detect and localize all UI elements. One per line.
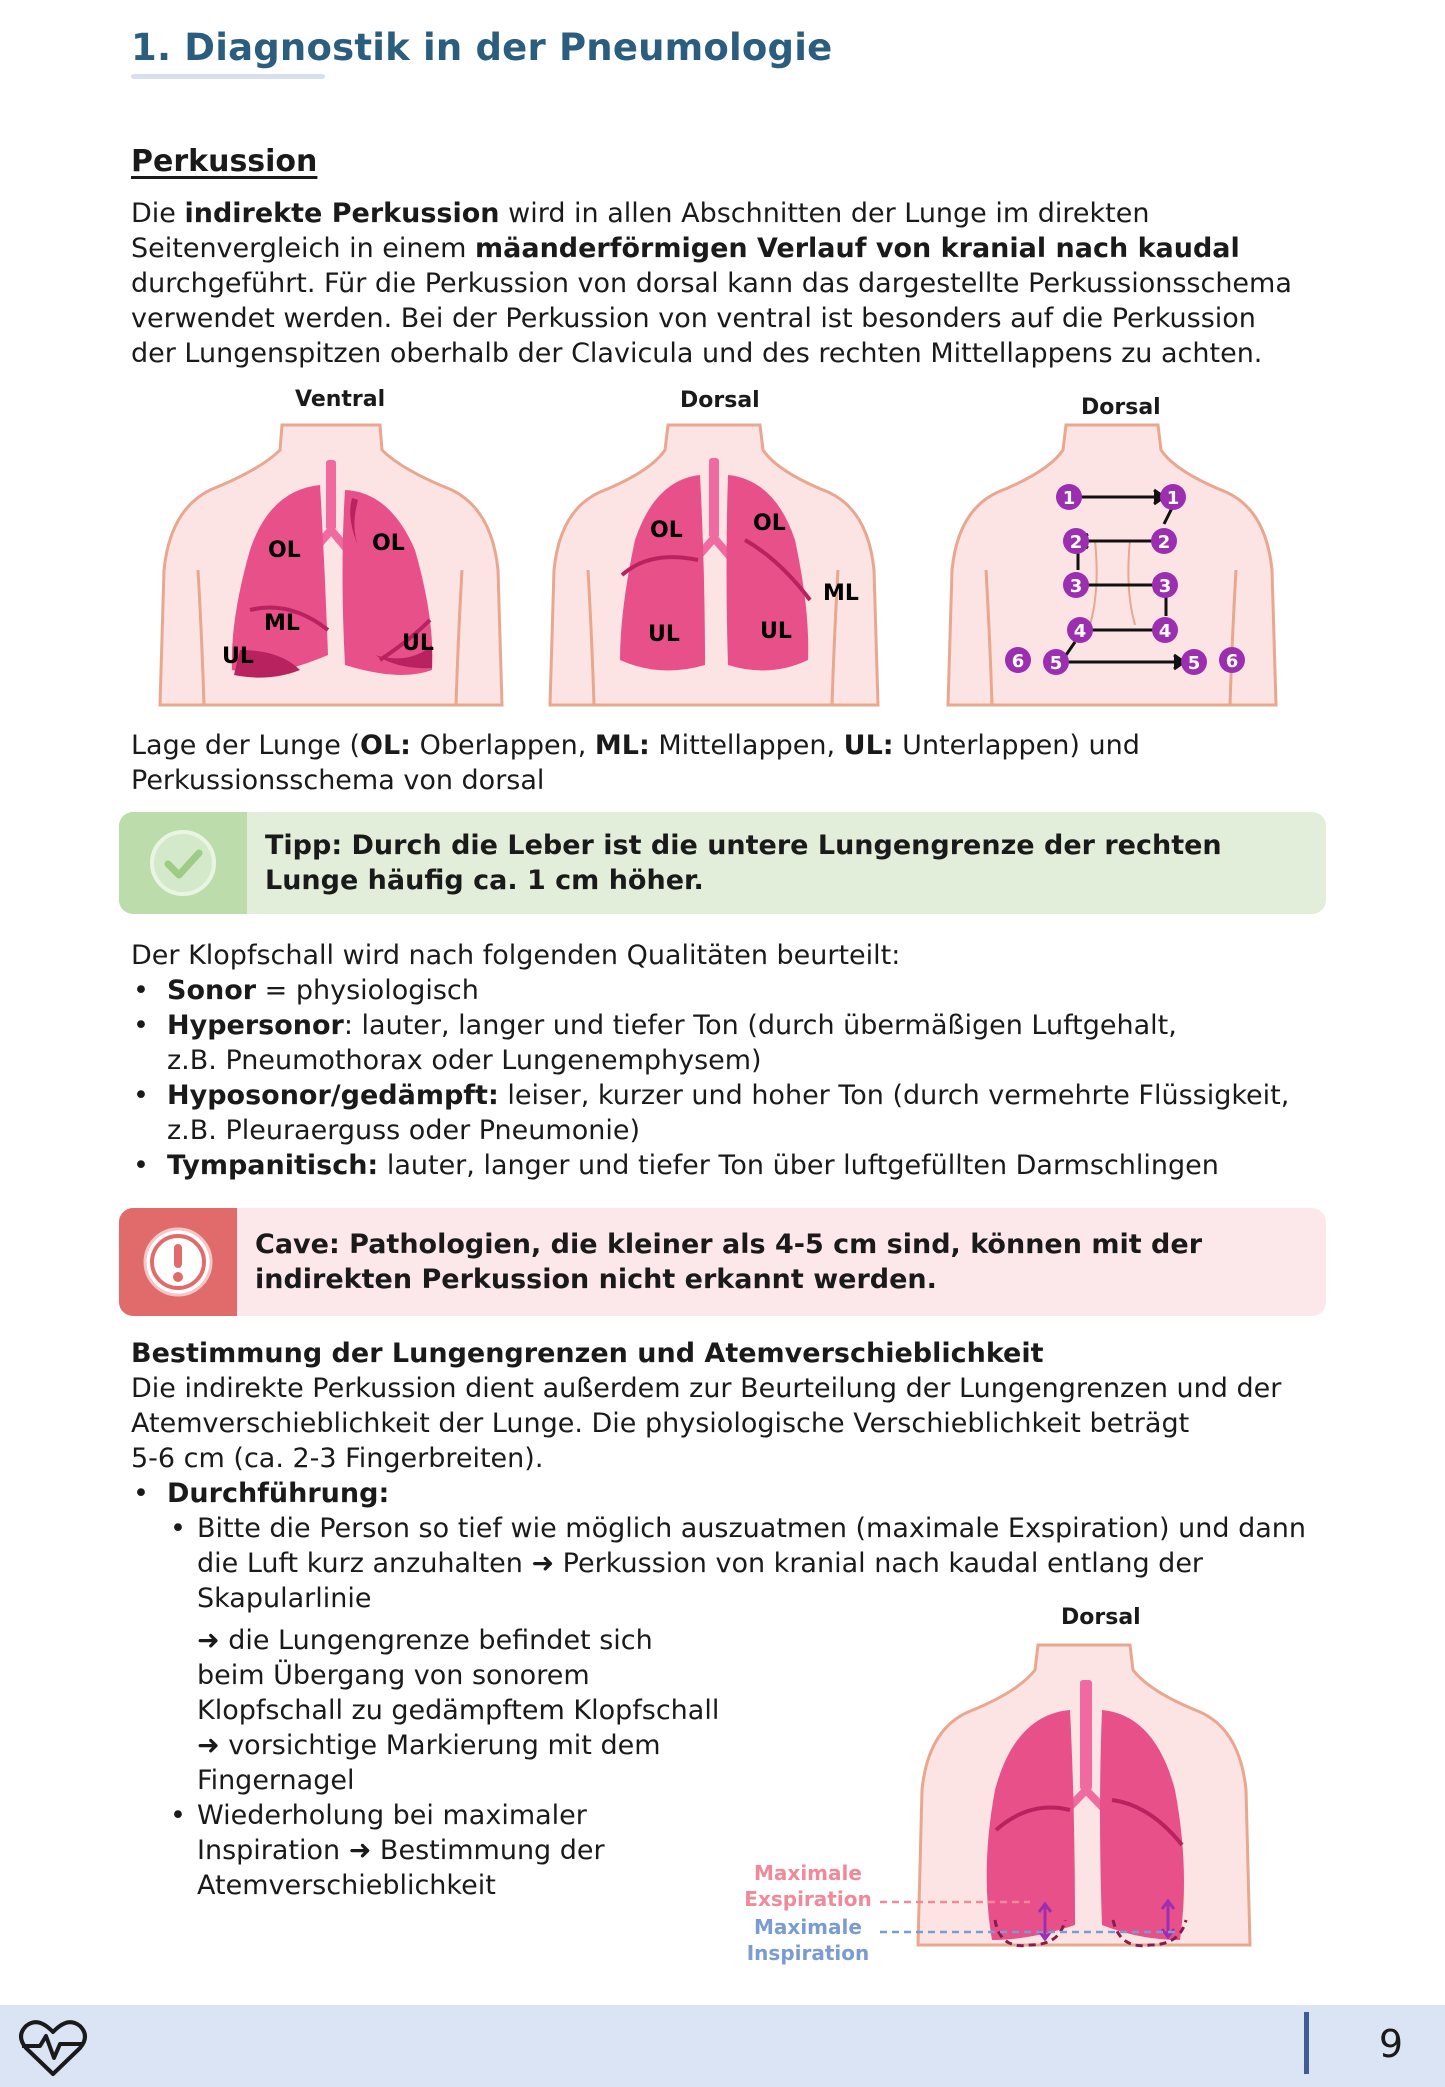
tip-text: Tipp: Durch die Leber ist die untere Lungengrenze der rechten Lunge häufig ca. 1 cm höher. — [265, 830, 1222, 896]
cave-text: Cave: Pathologien, die kleiner als 4-5 cm sind, können mit der indirekten Perkussion nicht erkannt werden. — [255, 1229, 1203, 1295]
procedure-step-2: • Wiederholung bei maximaler Inspiration ➜ Bestimmung der Atemverschieblichkeit — [167, 1798, 1331, 1903]
dorsal-torso — [550, 425, 878, 705]
list-item: • Sonor = physiologisch — [131, 973, 1331, 1008]
lung-diagram-figure — [150, 420, 1320, 710]
page-number-bar — [1304, 2012, 1309, 2074]
caption-line-1: Lage der Lunge (OL: Oberlappen, ML: Mittellappen, UL: Unterlappen) und — [131, 730, 1140, 761]
cave-icon-box — [119, 1208, 237, 1316]
step-5-right: 5 — [1187, 653, 1201, 674]
step-3-left: 3 — [1069, 576, 1083, 597]
heart-pulse-icon — [18, 2016, 88, 2078]
intro-line-1: Die indirekte Perkussion wird in allen Abschnitten der Lunge im direkten — [131, 198, 1150, 229]
procedure-label: Durchführung: — [167, 1478, 390, 1509]
title-underline — [131, 74, 325, 79]
procedure-step-1: • Bitte die Person so tief wie möglich auszuatmen (maximale Exspiration) und dann die Luft kurz anzuhalten ➜ Perkussion von kranial nach kaudal entlang der Skapularlinie ➜ die Lungengrenze befindet sich beim Übergang von sonorem Klopfschall zu gedämpftem Klopfschall ➜ vorsichtige Markierung mit dem Fingernagel — [167, 1511, 1331, 1798]
label-dorsal-scheme: Dorsal — [1081, 395, 1161, 420]
dorsal-ol-right: OL — [753, 511, 786, 536]
ventral-ul-right: UL — [402, 631, 434, 656]
dorsal-ul-right: UL — [760, 619, 792, 644]
intro-paragraph — [131, 196, 1331, 371]
ventral-torso — [160, 425, 502, 705]
limits-line-2: Atemverschieblichkeit der Lunge. Die physiologische Verschieblichkeit beträgt — [131, 1408, 1190, 1439]
page-title: 1. Diagnostik in der Pneumologie — [131, 26, 833, 69]
intro-line-3: durchgeführt. Für die Perkussion von dorsal kann das dargestellte Perkussionsschema — [131, 268, 1292, 299]
footer-bar — [0, 2005, 1445, 2087]
exclamation-circle-icon — [140, 1224, 216, 1300]
qualities-list — [131, 973, 1331, 1183]
ventral-ol-left: OL — [268, 538, 301, 563]
step-3-right: 3 — [1158, 576, 1172, 597]
label-dorsal: Dorsal — [680, 388, 760, 413]
limits-section — [131, 1336, 1331, 1476]
page-number: 9 — [1378, 2022, 1403, 2066]
ventral-ul-left: UL — [222, 644, 254, 669]
expiration-label: Maximale Exspiration — [744, 1861, 872, 1911]
dorsal-ol-left: OL — [650, 518, 683, 543]
step-2-right: 2 — [1157, 532, 1171, 553]
ventral-ol-right: OL — [372, 531, 405, 556]
inspiration-label: Maximale Inspiration — [746, 1915, 870, 1965]
step-5-left: 5 — [1049, 653, 1063, 674]
figure-caption — [131, 728, 1331, 798]
dorsal-ul-left: UL — [648, 622, 680, 647]
tip-callout — [119, 812, 1326, 914]
ventral-ml: ML — [264, 611, 300, 636]
label-dorsal-breathing: Dorsal — [1061, 1605, 1141, 1630]
list-item: • Hypersonor: lauter, langer und tiefer Ton (durch übermäßigen Luftgehalt, z.B. Pneumothorax oder Lungenemphysem) — [131, 1008, 1331, 1078]
limits-line-1: Die indirekte Perkussion dient außerdem zur Beurteilung der Lungengrenzen und der — [131, 1373, 1282, 1404]
limits-title: Bestimmung der Lungengrenzen und Atemverschieblichkeit — [131, 1338, 1044, 1369]
intro-line-5: der Lungenspitzen oberhalb der Clavicula und des rechten Mittellappens zu achten. — [131, 338, 1263, 369]
label-ventral: Ventral — [295, 387, 386, 412]
list-item: • Hyposonor/gedämpft: leiser, kurzer und hoher Ton (durch vermehrte Flüssigkeit, z.B. Pleuraerguss oder Pneumonie) — [131, 1078, 1331, 1148]
step-6-left: 6 — [1011, 651, 1025, 672]
list-item: • Tympanitisch: lauter, langer und tiefer Ton über luftgefüllten Darmschlingen — [131, 1148, 1331, 1183]
dorsal-ml: ML — [823, 581, 859, 606]
step-4-right: 4 — [1158, 621, 1172, 642]
caption-line-2: Perkussionsschema von dorsal — [131, 765, 545, 796]
intro-line-4: verwendet werden. Bei der Perkussion von ventral ist besonders auf die Perkussion — [131, 303, 1256, 334]
breathing-torso — [918, 1645, 1250, 1946]
qualities-intro: Der Klopfschall wird nach folgenden Qualitäten beurteilt: — [131, 940, 901, 971]
section-title: Perkussion — [131, 144, 318, 179]
check-circle-icon — [148, 828, 218, 898]
step-6-right: 6 — [1225, 651, 1239, 672]
step-4-left: 4 — [1073, 621, 1087, 642]
limits-line-3: 5-6 cm (ca. 2-3 Fingerbreiten). — [131, 1443, 544, 1474]
tip-icon-box — [119, 812, 247, 914]
step-1-left: 1 — [1062, 488, 1076, 509]
step-2-left: 2 — [1069, 532, 1083, 553]
cave-callout — [119, 1208, 1326, 1316]
intro-line-2: Seitenvergleich in einem mäanderförmigen Verlauf von kranial nach kaudal — [131, 233, 1240, 264]
step-1-right: 1 — [1166, 488, 1180, 509]
